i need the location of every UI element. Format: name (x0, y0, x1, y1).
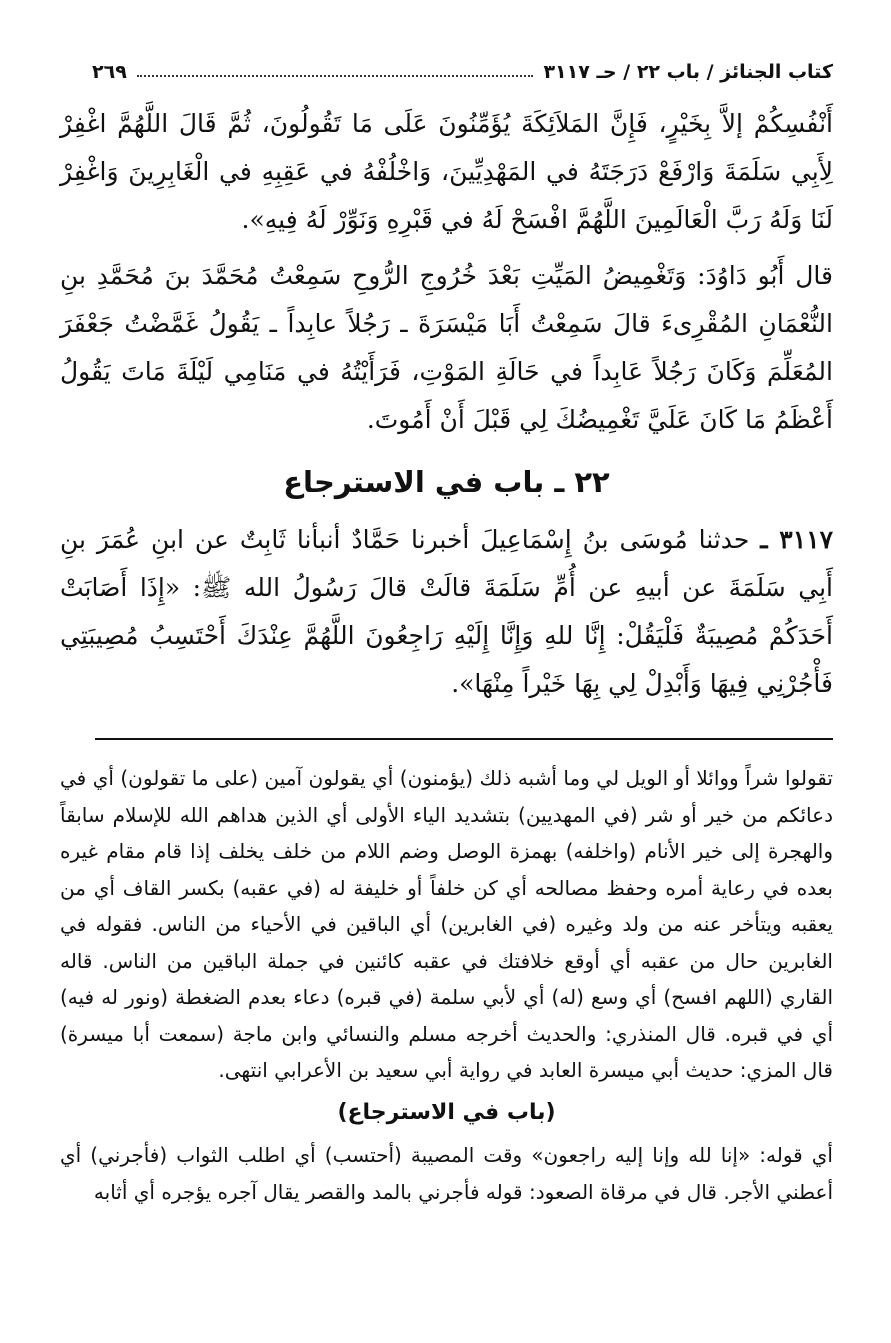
page-number: ٢٦٩ (92, 61, 127, 83)
commentary-heading: (باب في الاسترجاع) (337, 1099, 556, 1125)
hadith-text: حدثنا مُوسَى بنُ إِسْمَاعِيلَ أخبرنا حَمَّادٌ أنبأنا ثَابِتٌ عن ابنِ عُمَرَ بنِ أَبِي سَلَمَةَ عن أبيهِ عن أُمِّ سَلَمَةَ قالَتْ قالَ رَسُولُ الله ﷺ: «إِذَا أَصَابَتْ أَحَدَكُمْ مُصِيبَةٌ فَلْيَقُلْ: إِنَّا للهِ وَإِنَّا إِلَيْهِ رَاجِعُونَ اللَّهُمَّ عِنْدَكَ أَحْتَسِبُ مُصِيبَتِي فَأْجُرْنِي فِيهَا وَأَبْدِلْ لِي بِهَا خَيْراً مِنْهَا». (60, 525, 833, 698)
commentary-paragraph: تقولوا شراً ووائلا أو الويل لي وما أشبه ذلك (يؤمنون) أي يقولون آمين (على ما تقولون) أي في دعائكم من خير أو شر (في المهديين) بتشديد الياء الأولى أي الذين هداهم الله للإسلام سابقاً والهجرة إلى خير الأنام (واخلفه) بهمزة الوصل وضم اللام من خلف يخلف إذا قام مقام غيره بعده في رعاية أمره وحفظ مصالحه أي كن خلفاً أو خليفة له (في عقبه) بكسر القاف أي من يعقبه ويتأخر عنه من ولد وغيره (في الغابرين) أي الباقين في الأحياء من الناس. فقوله في الغابرين حال من عقبه أي أوقع خلافتك في عقبه كائنين في جملة الباقين من الناس. قاله القاري (اللهم افسح) أي وسع (له) أي لأبي سلمة (في قبره) دعاء بعدم الضغطة (ونور له فيه) أي في قبره. قال المنذري: والحديث أخرجه مسلم والنسائي وابن ماجة (سمعت أبا ميسرة) قال المزي: حديث أبي ميسرة العابد في رواية أبي سعيد بن الأعرابي انتهى. (60, 766, 833, 1082)
hadith-continuation: أَنْفُسِكُمْ إلاَّ بِخَيْرٍ، فَإِنَّ المَلاَئِكَةَ يُؤَمِّنُونَ عَلَى مَا تَقُولُونَ، ثُمَّ قَالَ اللَّهُمَّ اغْفِرْ لِأَبِي سَلَمَةَ وَارْفَعْ دَرَجَتَهُ في المَهْدِيِّينَ، وَاخْلُفْهُ في عَقِبِهِ في الْغَابِرِينَ وَاغْفِرْ لَنَا وَلَهُ رَبَّ الْعَالَمِينَ اللَّهُمَّ افْسَحْ لَهُ في قَبْرِهِ وَنَوِّرْ لَهُ فِيهِ». (60, 109, 833, 234)
chapter-title: ٢٢ ـ باب في الاسترجاع (283, 465, 610, 499)
hadith-3117 (60, 516, 833, 708)
hadith-number: ٣١١٧ ـ (760, 525, 833, 554)
leader-dots (137, 75, 534, 77)
running-title: كتاب الجنائز / باب ٢٢ / حـ ٣١١٧ (543, 61, 833, 83)
commentary (60, 760, 833, 1210)
footnote-divider (95, 738, 833, 740)
abu-dawud-comment: قال أَبُو دَاوُدَ: وَتَغْمِيضُ المَيِّتِ بَعْدَ خُرُوجِ الرُّوحِ سَمِعْتُ مُحَمَّدَ بنَ مُحَمَّدِ بنِ النُّعْمَانِ المُقْرِىءَ قالَ سَمِعْتُ أَبَا مَيْسَرَةَ ـ رَجُلاً عابِداً ـ يَقُولُ غَمَّضْتُ جَعْفَرَ المُعَلِّمَ وَكَانَ رَجُلاً عَابِداً في حَالَةِ المَوْتِ، فَرَأَيْتُهُ في مَنَامِي لَيْلَةَ مَاتَ يَقُولُ أَعْظَمُ مَا كَانَ عَلَيَّ تَغْمِيضُكَ لِي قَبْلَ أَنْ أَمُوتَ. (60, 261, 833, 434)
main-text (60, 100, 833, 716)
commentary-paragraph-2: أي قوله: «إنا لله وإنا إليه راجعون» وقت المصيبة (أحتسب) أي اطلب الثواب (فأجرني) أي أعطني الأجر. قال في مرقاة الصعود: قوله فأجرني بالمد والقصر يقال آجره يؤجره أي أثابه (60, 1143, 833, 1204)
page-header (92, 56, 833, 88)
